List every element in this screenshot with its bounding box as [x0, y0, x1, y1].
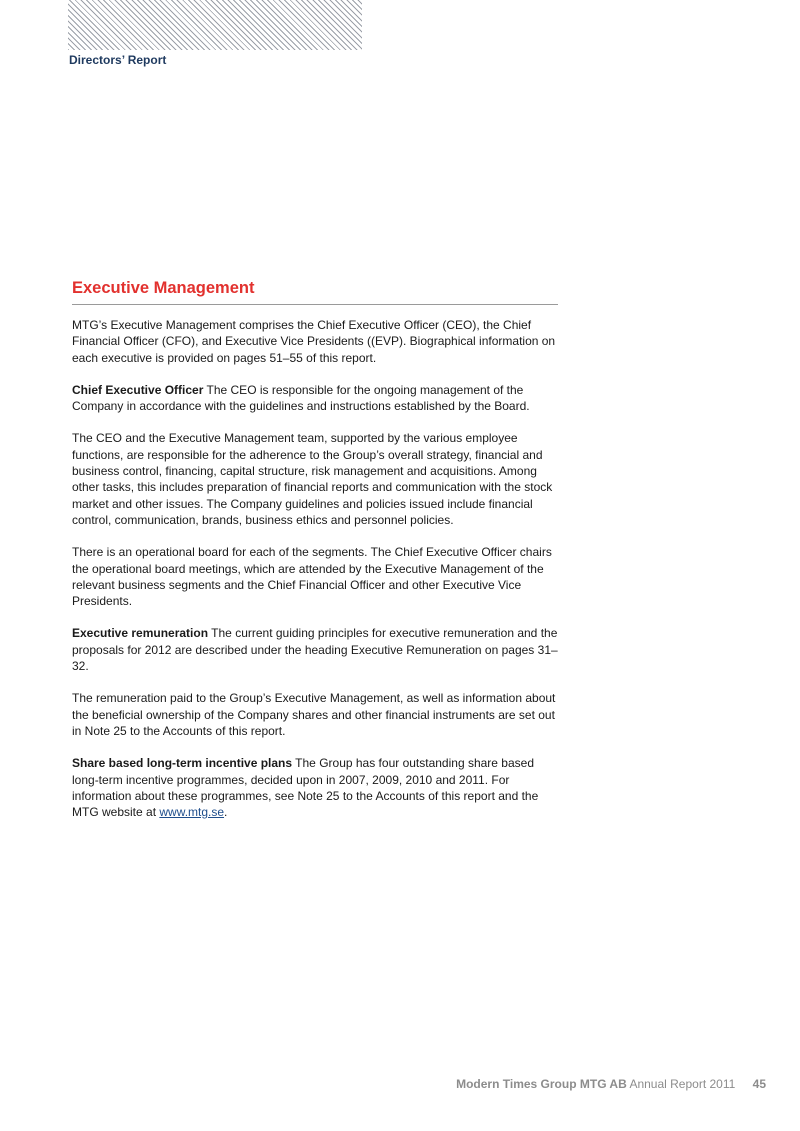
section-label: Directors’ Report	[69, 53, 167, 67]
ceo-paragraph	[72, 382, 558, 415]
share-plans-paragraph	[72, 755, 558, 820]
footer-company: Modern Times Group MTG AB	[456, 1077, 627, 1091]
share-plans-end: .	[224, 805, 228, 820]
page-number: 45	[752, 1077, 766, 1091]
board-paragraph: There is an operational board for each of the segments. The Chief Executive Officer chairs the operational board meetings, which are attended by the Executive Management of the relevant business segments and the Chief Financial Officer and other Executive Vice Presidents.	[72, 545, 552, 609]
remuneration-lead: Executive remuneration	[72, 626, 209, 641]
paid-paragraph: The remuneration paid to the Group’s Executive Management, as well as information about the beneficial ownership of the Company shares and other financial instruments are set out in Note 25 to the Accounts of this report.	[72, 691, 556, 738]
remuneration-paragraph	[72, 625, 558, 674]
ceo-text: The CEO is responsible for the ongoing management of the Company in accordance with the guidelines and instructions established by the Board.	[72, 382, 530, 414]
footer-report: Annual Report 2011	[629, 1077, 736, 1091]
header-hatch-pattern	[68, 0, 362, 50]
share-plans-lead: Share based long-term incentive plans	[72, 756, 293, 771]
main-content	[72, 278, 558, 836]
page-footer	[0, 1077, 800, 1097]
team-paragraph: The CEO and the Executive Management team, supported by the various employee functions, are responsible for the adherence to the Group’s overall strategy, financial and business control, financing, capital structure, risk management and acquisitions. Among other tasks, this includes preparation of financial reports and communication with the stock market and other issues. The Company guidelines and policies issued include financial control, communication, brands, business ethics and personnel policies.	[72, 431, 553, 527]
mtg-website-link[interactable]: www.mtg.se	[159, 805, 225, 820]
share-plans-text: The Group has four outstanding share based long-term incentive programmes, decided upon in 2007, 2009, 2010 and 2011. For information about these programmes, see Note 25 to the Accounts of this report and the MTG website at	[72, 756, 539, 820]
ceo-lead: Chief Executive Officer	[72, 382, 204, 397]
heading-divider	[72, 304, 558, 305]
intro-paragraph: MTG’s Executive Management comprises the Chief Executive Officer (CEO), the Chief Financial Officer (CFO), and Executive Vice Presidents ((EVP). Biographical information on each executive is provided on pages 51–55 of this report.	[72, 318, 556, 365]
remuneration-text: The current guiding principles for executive remuneration and the proposals for 2012 are described under the heading Executive Remuneration on pages 31–32.	[72, 626, 558, 674]
section-heading: Executive Management	[72, 279, 255, 297]
